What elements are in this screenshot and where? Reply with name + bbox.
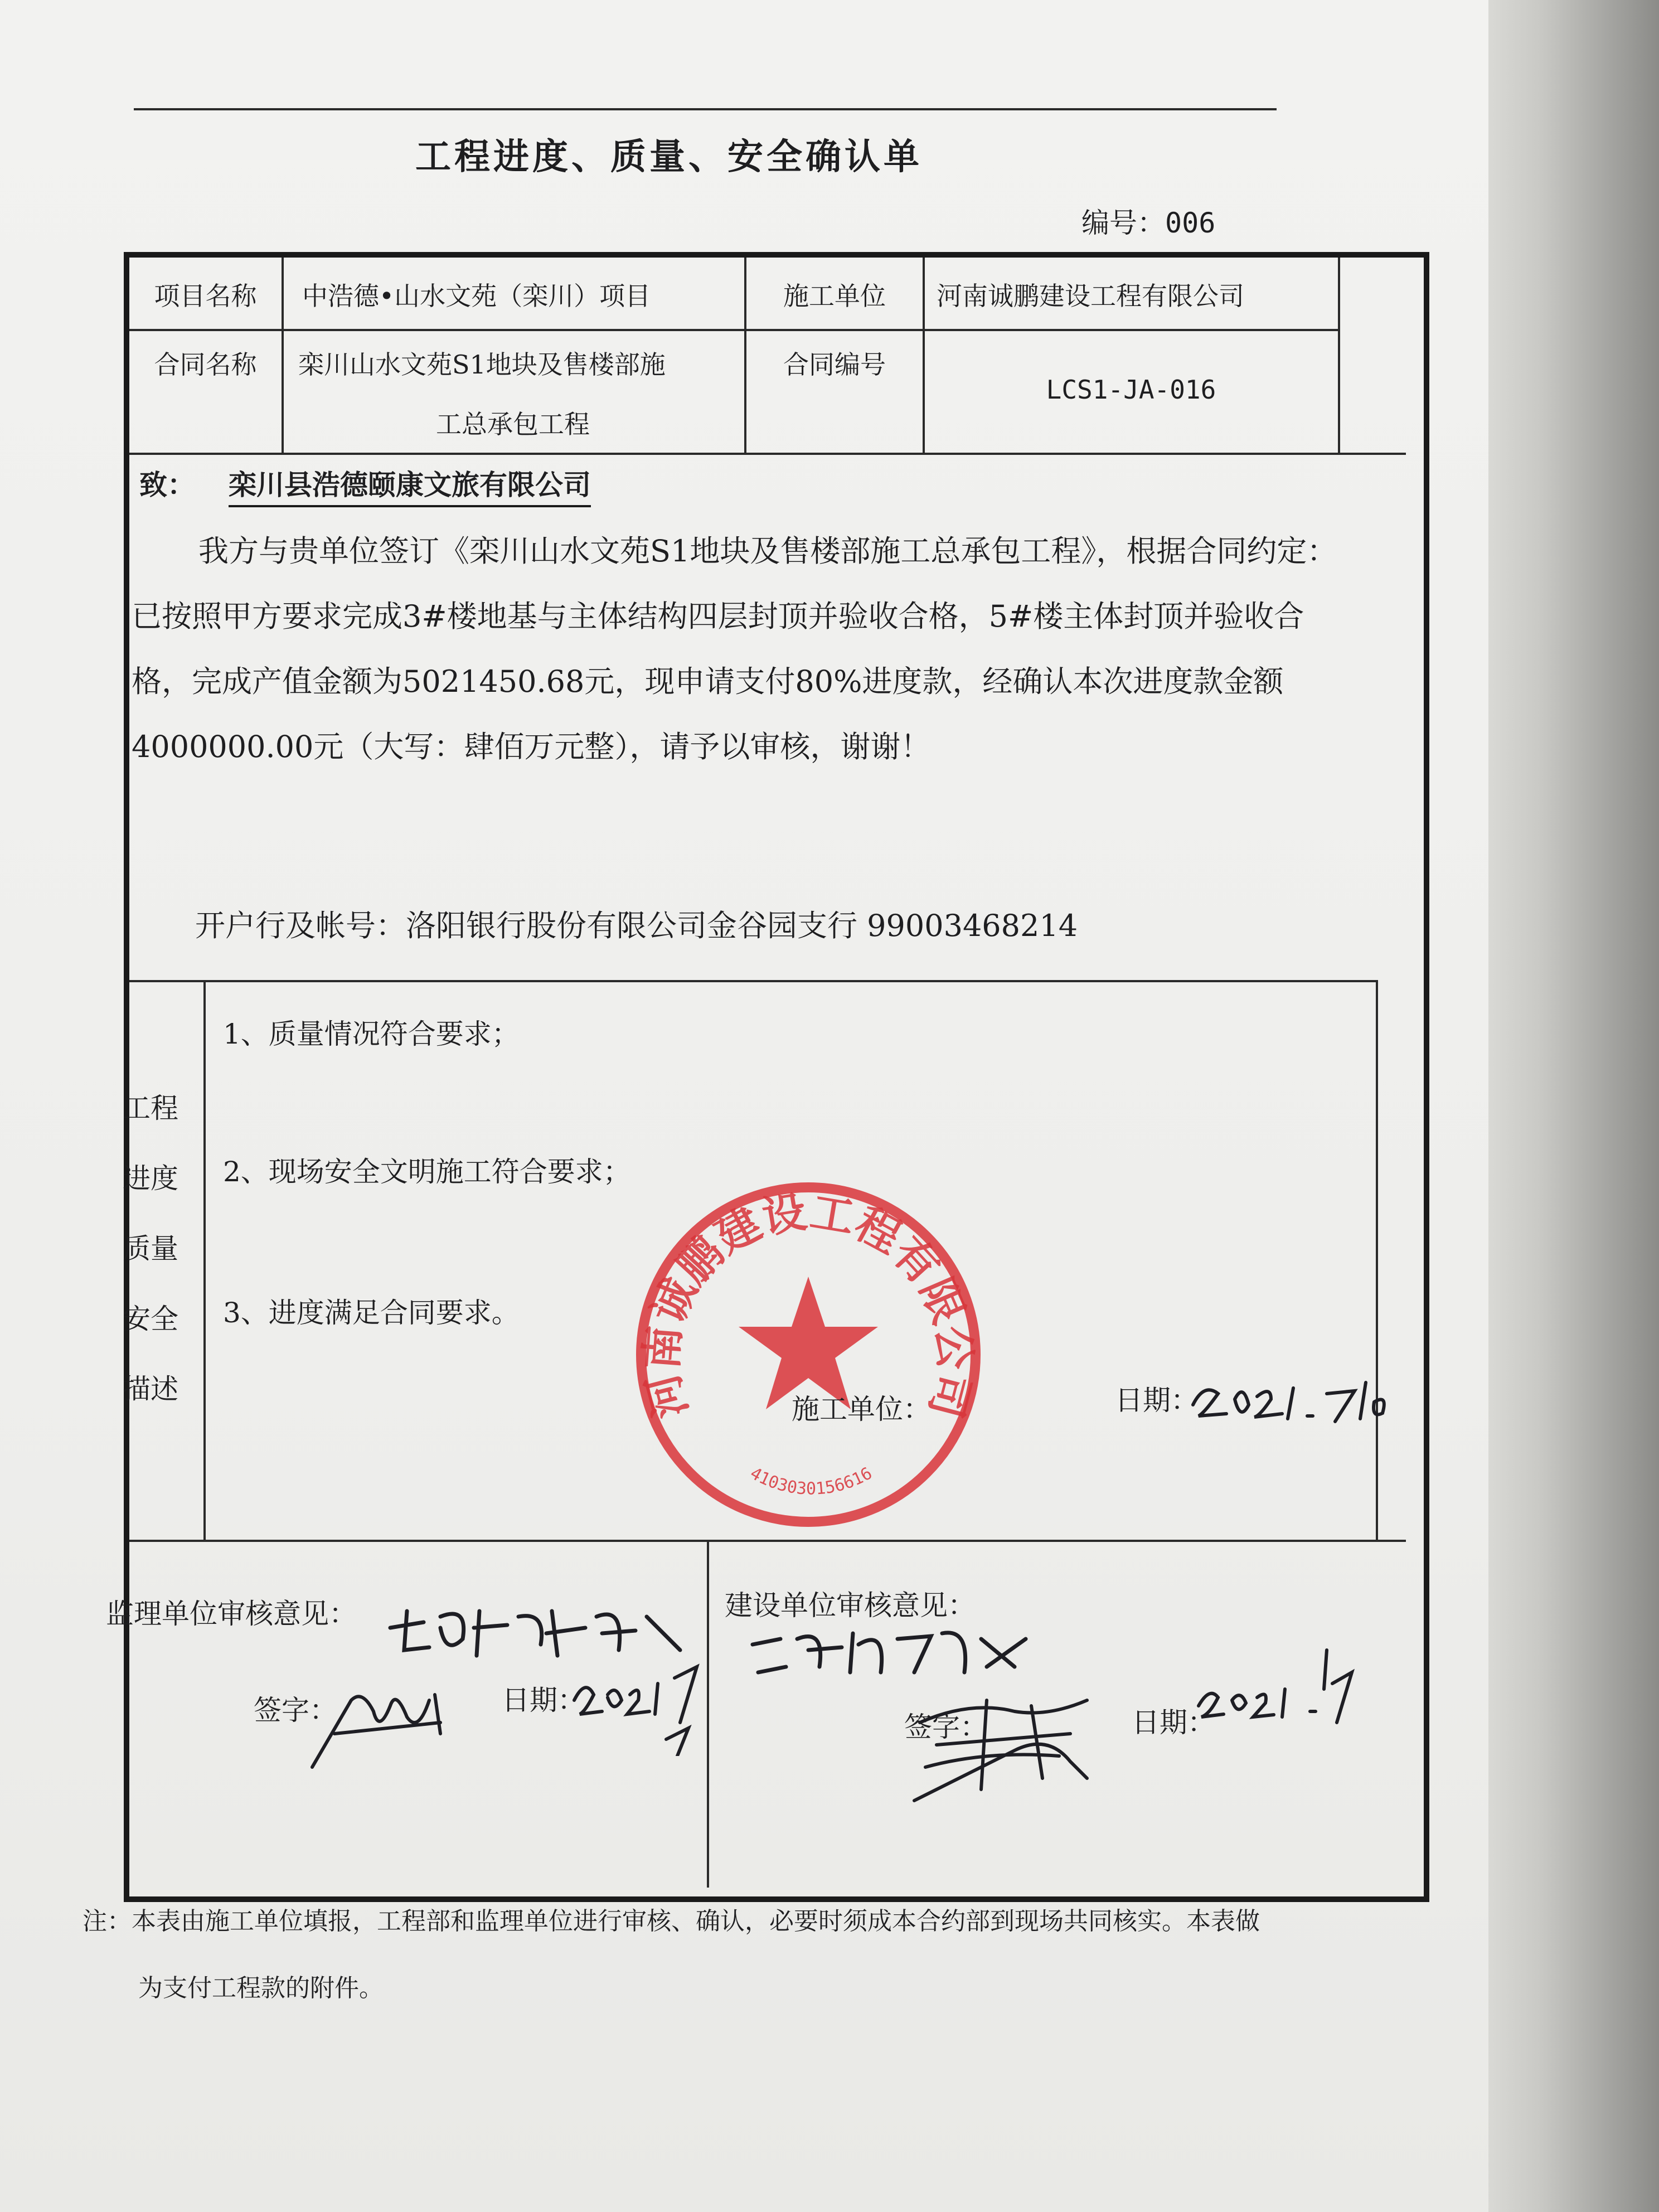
label-char: 描述 (123, 1373, 178, 1405)
row-divider (129, 329, 1339, 331)
owner-date-label: 日期： (1132, 1706, 1215, 1739)
contractor-sign-label: 施工单位： (792, 1393, 931, 1425)
col-divider (923, 258, 925, 453)
letter-body: 我方与贵单位签订《栾川山水文苑S1地块及售楼部施工总承包工程》，根据合同约定：已按照甲方要求完成3#楼地基与主体结构四层封顶并验收合格，5#楼主体封顶并验收合格，完成产值金额为5021450.68元，现申请支付80%进度款，经确认本次进度款金额4000000.00元（大写：肆佰万元整），请予以审核，谢谢！ (132, 533, 1337, 764)
row-divider (129, 453, 1406, 455)
description-item: 2、现场安全文明施工符合要求； (223, 1156, 631, 1188)
handwritten-date-signature (1187, 1360, 1394, 1427)
label-char: 安全 (123, 1303, 178, 1335)
owner-signature (903, 1667, 1115, 1812)
serial-label: 编号： (1081, 207, 1165, 239)
description-item: 1、质量情况符合要求； (223, 1018, 520, 1050)
label-char: 进度 (123, 1162, 178, 1195)
serial-number (1081, 201, 1215, 241)
owner-sign-label: 签字： (904, 1711, 988, 1743)
section-divider (129, 1540, 1406, 1542)
seal-code: 4103030156616 (746, 1463, 876, 1499)
description-label (111, 1073, 190, 1424)
owner-date-handwriting (1193, 1633, 1360, 1756)
description-item: 3、进度满足合同要求。 (223, 1297, 520, 1329)
owner-label: 建设单位审核意见： (725, 1589, 976, 1622)
desc-date-label: 日期： (1115, 1384, 1199, 1417)
supervision-sign-label: 签字： (254, 1694, 337, 1726)
seal-text: 河南诚鹏建设工程有限公司 (636, 1187, 981, 1423)
addressee-line (139, 463, 591, 507)
contract-name-line1: 栾川山水文苑S1地块及售楼部施 (298, 350, 666, 380)
footnote-line1: 注：本表由施工单位填报，工程部和监理单位进行审核、确认，必要时须成本合约部到现场共同核实。本表做 (83, 1907, 1260, 1936)
project-name: 中浩德•山水文苑（栾川）项目 (302, 281, 651, 311)
to-label: 致： (139, 468, 195, 501)
label-char: 工程 (123, 1092, 178, 1124)
page-title: 工程进度、质量、安全确认单 (415, 136, 923, 178)
section-divider (129, 980, 1378, 982)
contract-name-line2: 工总承包工程 (436, 409, 590, 439)
contractor-name: 河南诚鹏建设工程有限公司 (937, 281, 1244, 311)
label-char: 质量 (123, 1233, 178, 1265)
bank-account: 开户行及帐号：洛阳银行股份有限公司金谷园支行 99003468214 (195, 908, 1078, 943)
supervision-label: 监理单位审核意见： (106, 1598, 357, 1630)
col-divider (1338, 258, 1340, 453)
col-divider (1376, 982, 1378, 1540)
contract-no-label: 合同编号 (783, 350, 886, 380)
desk-background (1488, 0, 1659, 2212)
recipient-name: 栾川县浩德颐康文旅有限公司 (229, 463, 591, 507)
supervision-signature (301, 1667, 468, 1778)
project-name-label: 项目名称 (154, 281, 257, 311)
supervision-date-handwriting (569, 1645, 708, 1756)
contract-name-label: 合同名称 (154, 350, 257, 380)
footnote-line2: 为支付工程款的附件。 (138, 1974, 384, 2002)
contract-no: LCS1-JA-016 (1046, 375, 1216, 405)
supervision-date-label: 日期： (502, 1684, 585, 1716)
contractor-label: 施工单位 (783, 281, 886, 311)
serial-value: 006 (1165, 207, 1216, 239)
top-rule (134, 108, 1277, 110)
company-seal-stamp (624, 1171, 992, 1539)
col-divider (203, 982, 206, 1540)
